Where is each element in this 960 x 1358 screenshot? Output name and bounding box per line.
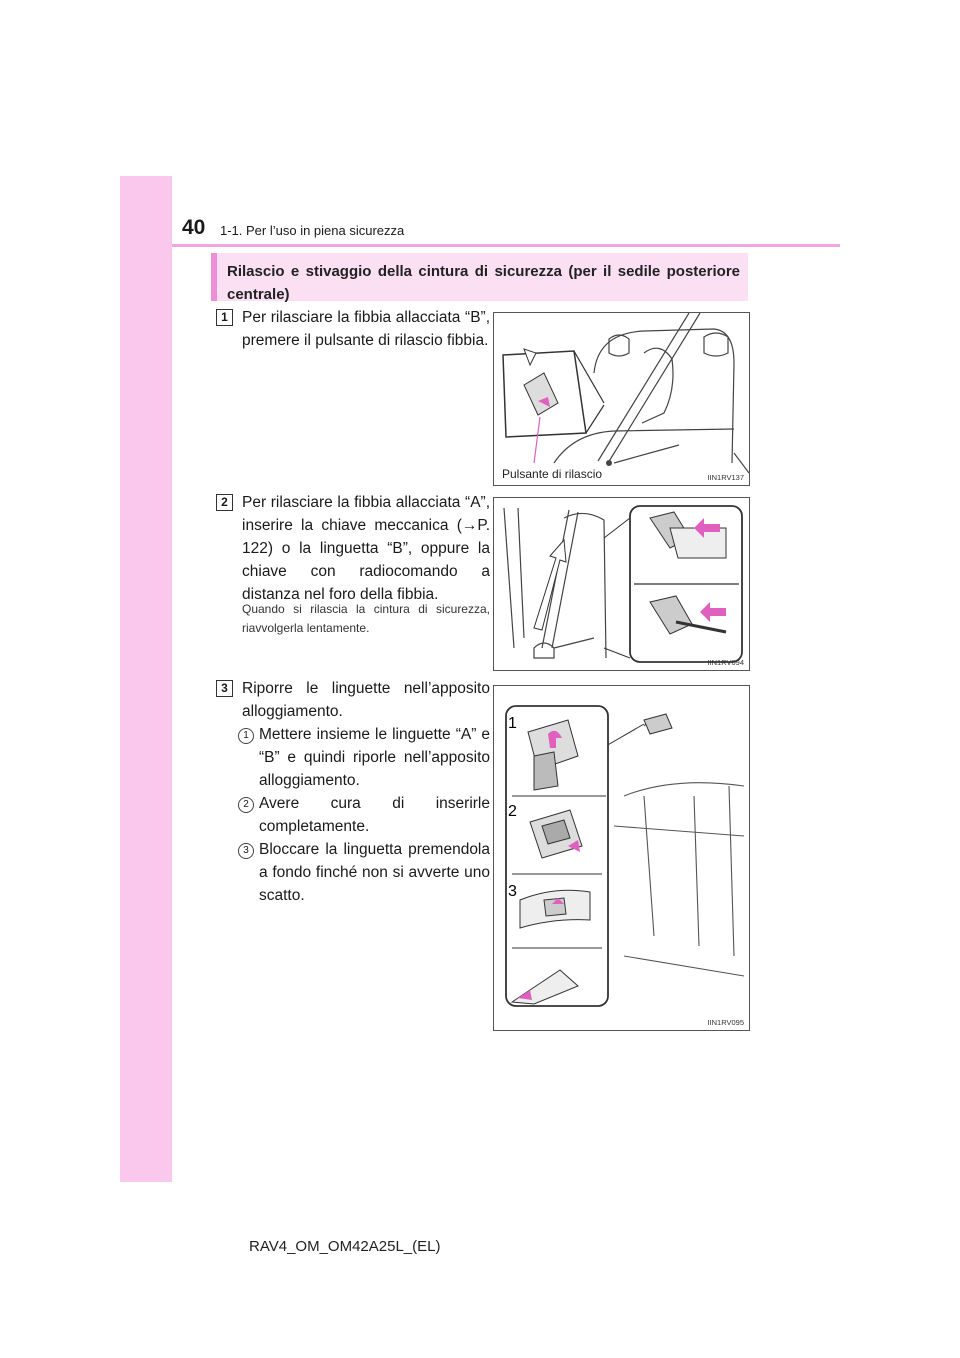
step-number-2: 2 <box>216 494 233 511</box>
figure-code: IIN1RV094 <box>707 658 744 667</box>
figure-code: IIN1RV095 <box>707 1018 744 1027</box>
figure-release-button <box>493 312 750 486</box>
step-note-2: Quando si rilascia la cintura di sicurezza, riavvolgerla lentamente. <box>242 602 490 635</box>
substep-number-3: 3 <box>238 843 254 859</box>
substep-number-1: 1 <box>238 728 254 744</box>
seat-buckle-illustration <box>494 313 749 485</box>
subheader: Rilascio e stivaggio della cintura di sicurezza (per il sedile posteriore centrale) <box>211 253 748 301</box>
figure-buckle-a <box>493 497 750 671</box>
buckle-a-illustration <box>494 498 749 670</box>
page-number: 40 <box>182 216 206 239</box>
substep-number-2: 2 <box>238 797 254 813</box>
substep-text-3: Bloccare la linguetta premendola a fondo finché non si avverte uno scatto. <box>259 841 490 904</box>
step-text-1: Per rilasciare la fibbia allacciata “B”, premere il pulsante di rilascio fibbia. <box>242 309 490 349</box>
substep-text-2: Avere cura di inserirle completamente. <box>259 795 490 835</box>
step-number-1: 1 <box>216 309 233 326</box>
figure-tongue-storage <box>493 685 750 1031</box>
figure-label-3: 3 <box>508 883 517 900</box>
figure-label-2: 2 <box>508 803 517 820</box>
callout-release-button: Pulsante di rilascio <box>498 465 606 483</box>
figure-code: IIN1RV137 <box>707 473 744 482</box>
figure-label-1: 1 <box>508 715 517 732</box>
substep-text-1: Mettere insieme le linguette “A” e “B” e quindi riporle nell’apposito alloggiamento. <box>259 726 490 789</box>
header-rule <box>172 244 840 247</box>
footer-code: RAV4_OM_OM42A25L_(EL) <box>249 1238 441 1255</box>
step-text-3: Riporre le linguette nell’apposito alloggiamento. <box>242 680 490 720</box>
step-number-3: 3 <box>216 680 233 697</box>
section-title: 1-1. Per l’uso in piena sicurezza <box>220 223 405 238</box>
step-text-2: Per rilasciare la fibbia allacciata “A”, inserire la chiave meccanica (→P. 122) o la linguetta “B”, oppure la chiave con radiocomando a distanza nel foro della fibbia. <box>242 494 490 603</box>
sidebar-tab <box>120 176 172 1182</box>
tongue-storage-illustration <box>494 686 749 1030</box>
